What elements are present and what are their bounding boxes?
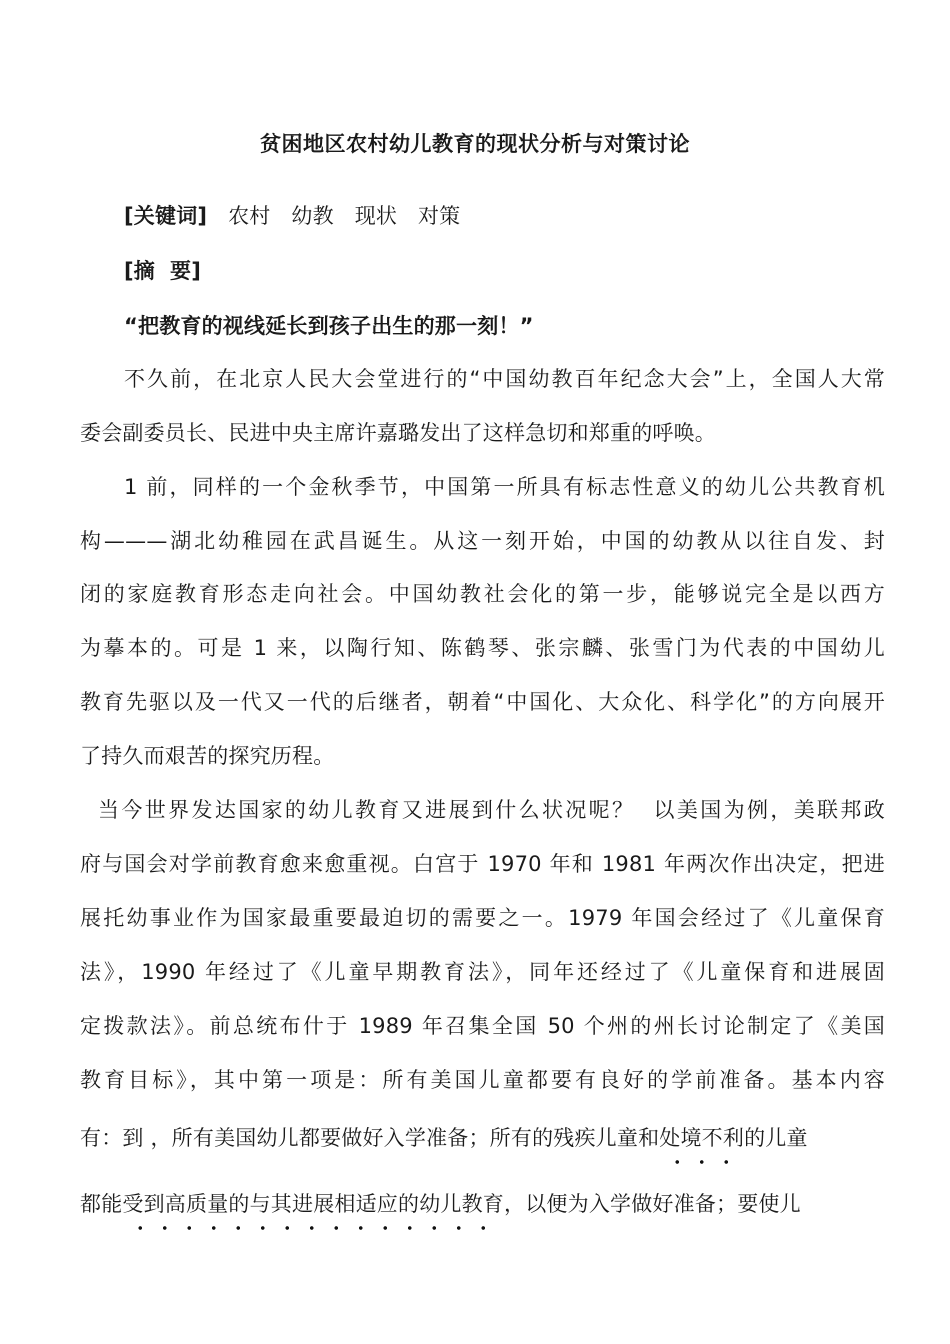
keyword: 对策 [417, 204, 461, 228]
paragraph-line: 闭的家庭教育形态走向社会。中国幼教社会化的第一步，能够说完全是以西方 [80, 582, 885, 606]
paragraph-line: 构———湖北幼稚园在武昌诞生。从这一刻开始，中国的幼教从以往自发、封 [80, 529, 885, 553]
text-run: 都能 [80, 1192, 123, 1216]
paragraph-line: 府与国会对学前教育愈来愈重视。白宫于 1970 年和 1981 年两次作出决定，把进 [80, 852, 885, 876]
emphasized-text-content: 受到高质量的与其进展相适应的幼儿教育 [122, 1192, 505, 1216]
keyword: 农村 [228, 204, 271, 228]
paragraph-line: 法》，1990 年经过了《儿童早期教育法》，同年还经过了《儿童保育和进展固 [80, 960, 885, 984]
paragraph-line: 当今世界发达国家的幼儿教育又进展到什么状况呢？ 以美国为例，美联邦政 [98, 798, 885, 822]
emphasized-text-content: 处境不利 [659, 1126, 745, 1150]
quote: “把教育的视线延长到孩子出生的那一刻！” [124, 314, 534, 338]
paragraph-line: 展托幼事业作为国家最重要最迫切的需要之一。1979 年国会经过了《儿童保育 [80, 906, 885, 930]
emphasized-text [122, 1192, 504, 1216]
text-run: 有：到 ，所有美国幼儿都要做好入学准备；所有的残疾儿童和 [80, 1126, 660, 1150]
keywords-line [124, 200, 885, 232]
paragraph-line: 定拨款法》。前总统布什于 1989 年召集全国 50 个州的州长讨论制定了《美国 [80, 1014, 885, 1038]
keywords-label: [关键词] [124, 204, 208, 228]
paragraph-line: 为摹本的。可是 1 来，以陶行知、陈鹤琴、张宗麟、张雪门为代表的中国幼儿 [80, 636, 885, 660]
emphasis-dots [659, 1159, 744, 1165]
paragraph-line: 委会副委员长、民进中央主席许嘉璐发出了这样急切和郑重的呼唤。 [80, 421, 716, 445]
text-run: ，以便为入学做好准备；要使儿 [504, 1192, 801, 1216]
paragraph-line: 教育先驱以及一代又一代的后继者，朝着“中国化、大众化、科学化”的方向展开 [80, 690, 885, 714]
keyword: 现状 [354, 204, 398, 228]
text-run: 的儿童 [744, 1126, 808, 1150]
paragraph-line [80, 1122, 885, 1154]
document-title: 贫困地区农村幼儿教育的现状分析与对策讨论 [260, 132, 690, 156]
paragraph-line: 教育目标》，其中第一项是：所有美国儿童都要有良好的学前准备。基本内容 [80, 1068, 885, 1092]
emphasis-dots [122, 1225, 504, 1231]
abstract-label: [摘 要] [124, 259, 202, 283]
paragraph-line: 不久前，在北京人民大会堂进行的“中国幼教百年纪念大会”上，全国人大常 [124, 367, 885, 391]
paragraph-line [80, 1188, 885, 1220]
emphasized-text [659, 1126, 744, 1150]
paragraph-line: 1 前，同样的一个金秋季节，中国第一所具有标志性意义的幼儿公共教育机 [124, 475, 885, 499]
paragraph-line: 了持久而艰苦的探究历程。 [80, 744, 335, 768]
keyword: 幼教 [291, 204, 334, 228]
